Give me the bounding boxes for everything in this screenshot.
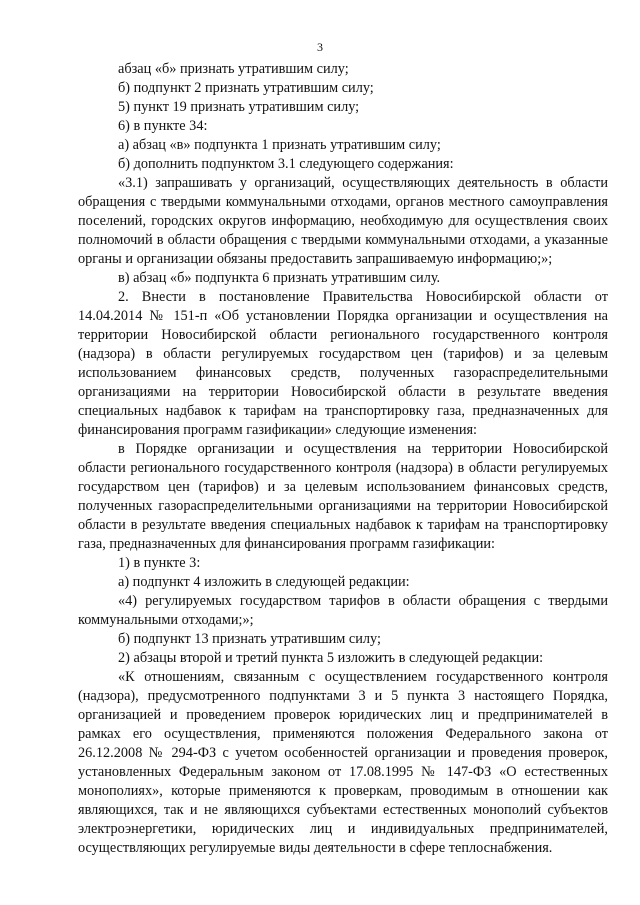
paragraph: 2. Внести в постановление Правительства Новосибирской области от 14.04.2014 № 151-п «Об установлении Порядка организации и осуществления на территории Новосибирской области регионального государственного контроля (надзора) в области регулируемых государством цен (тарифов) и за целевым использованием финансовых средств, полученных газораспределительными организациями на территории Новосибирской области в результате введения специальных надбавок к тарифам на транспортировку газа, предназначенных для финансирования программ газификации» следующие изменения: bbox=[78, 289, 608, 438]
paragraph: б) подпункт 13 признать утратившим силу; bbox=[118, 631, 381, 647]
paragraph: «К отношениям, связанным с осуществлением государственного контроля (надзора), предусмотренного подпунктами 3 и 5 пункта 3 настоящего Порядка, организацией и проведением проверок юридических лиц и предпринимателей в рамках его осуществления, применяются положения Федерального закона от 26.12.2008 № 294-ФЗ с учетом особенностей организации и проведения проверок, установленных Федеральным законом от 17.08.1995 № 147-ФЗ «О естественных монополиях», которые применяются к проверкам, проводимым в отношении как являющихся, так и не являющихся субъектами естественных монополий субъектов электроэнергетики, юридических лиц и индивидуальных предпринимателей, осуществляющих регулируемые виды деятельности в сфере теплоснабжения. bbox=[78, 669, 608, 856]
paragraph: а) подпункт 4 изложить в следующей редакции: bbox=[118, 574, 410, 590]
paragraph: абзац «б» признать утратившим силу; bbox=[118, 61, 349, 77]
page-number: 3 bbox=[317, 40, 323, 54]
paragraph: а) абзац «в» подпункта 1 признать утратившим силу; bbox=[118, 137, 441, 153]
paragraph: 6) в пункте 34: bbox=[118, 118, 208, 134]
paragraph: б) подпункт 2 признать утратившим силу; bbox=[118, 80, 374, 96]
paragraph: «3.1) запрашивать у организаций, осуществляющих деятельность в области обращения с твердыми коммунальными отходами, органов местного самоуправления поселений, городских округов информацию, необходимую для осуществления своих полномочий в области обращения с твердыми коммунальными отходами, а указанные органы и организации обязаны предоставить запрашиваемую информацию;»; bbox=[78, 175, 608, 267]
paragraph: 5) пункт 19 признать утратившим силу; bbox=[118, 99, 360, 115]
paragraph: «4) регулируемых государством тарифов в области обращения с твердыми коммунальными отходами;»; bbox=[78, 593, 608, 628]
paragraph: 2) абзацы второй и третий пункта 5 изложить в следующей редакции: bbox=[118, 650, 544, 666]
document-body bbox=[78, 60, 608, 858]
paragraph: б) дополнить подпунктом 3.1 следующего содержания: bbox=[118, 156, 454, 172]
paragraph: в Порядке организации и осуществления на территории Новосибирской области регионального государственного контроля (надзора) в области регулируемых государством цен (тарифов) и за целевым использованием финансовых средств, полученных газораспределительными организациями на территории Новосибирской области в результате введения специальных надбавок к тарифам на транспортировку газа, предназначенных для финансирования программ газификации: bbox=[78, 441, 608, 552]
paragraph: в) абзац «б» подпункта 6 признать утратившим силу. bbox=[118, 270, 441, 286]
paragraph: 1) в пункте 3: bbox=[118, 555, 201, 571]
